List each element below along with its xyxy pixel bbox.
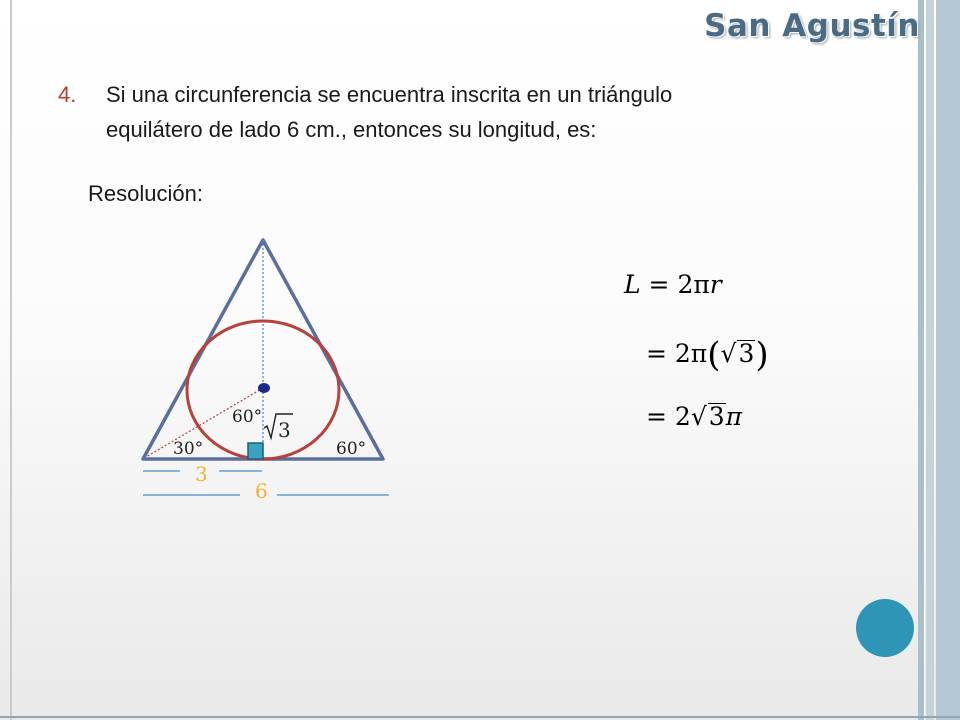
triangle-figure bbox=[130, 225, 400, 510]
angle-label-left: 30° bbox=[173, 439, 204, 459]
angle-label-top: 60° bbox=[232, 407, 263, 427]
right-angle-mark bbox=[248, 443, 263, 459]
formula-eq-3: = 2 bbox=[646, 402, 691, 431]
formula-length-var: L bbox=[624, 270, 641, 299]
formula-eq-1: = 2π bbox=[640, 270, 710, 299]
formula-radicand-2: 3 bbox=[738, 339, 755, 368]
formula-line-1 bbox=[624, 270, 722, 299]
footer-rule bbox=[0, 716, 960, 718]
resolution-label: Resolución: bbox=[88, 181, 203, 206]
radius-label bbox=[264, 414, 293, 442]
radius-radicand: 3 bbox=[278, 418, 291, 442]
half-base-label: 3 bbox=[195, 462, 208, 486]
center-dot bbox=[258, 383, 270, 393]
right-border-band-3 bbox=[936, 0, 960, 720]
formula-line-2 bbox=[646, 335, 769, 375]
formula-radicand-3: 3 bbox=[708, 402, 725, 431]
question-number: 4. bbox=[58, 82, 77, 107]
formula-line-3 bbox=[646, 402, 742, 431]
sqrt-symbol: √3 bbox=[720, 339, 755, 368]
formula-pi: π bbox=[725, 402, 743, 431]
formula-radius-var: r bbox=[709, 270, 722, 299]
right-border-line bbox=[924, 0, 925, 720]
slide-nav-button[interactable] bbox=[856, 599, 914, 657]
right-border-band-2 bbox=[926, 0, 934, 720]
angle-label-right: 60° bbox=[336, 439, 367, 459]
left-rule bbox=[10, 0, 12, 720]
open-paren: ( bbox=[707, 335, 721, 375]
sqrt-symbol-2: √3 bbox=[690, 402, 725, 431]
question-text-line2: equilátero de lado 6 cm., entonces su longitud, es: bbox=[106, 117, 597, 142]
base-label: 6 bbox=[255, 479, 268, 503]
brand-title: San Agustín bbox=[704, 8, 920, 44]
formula-eq-2: = 2π bbox=[646, 339, 708, 368]
question-text-line1: Si una circunferencia se encuentra inscrita en un triángulo bbox=[106, 82, 673, 107]
close-paren: ) bbox=[755, 335, 769, 375]
